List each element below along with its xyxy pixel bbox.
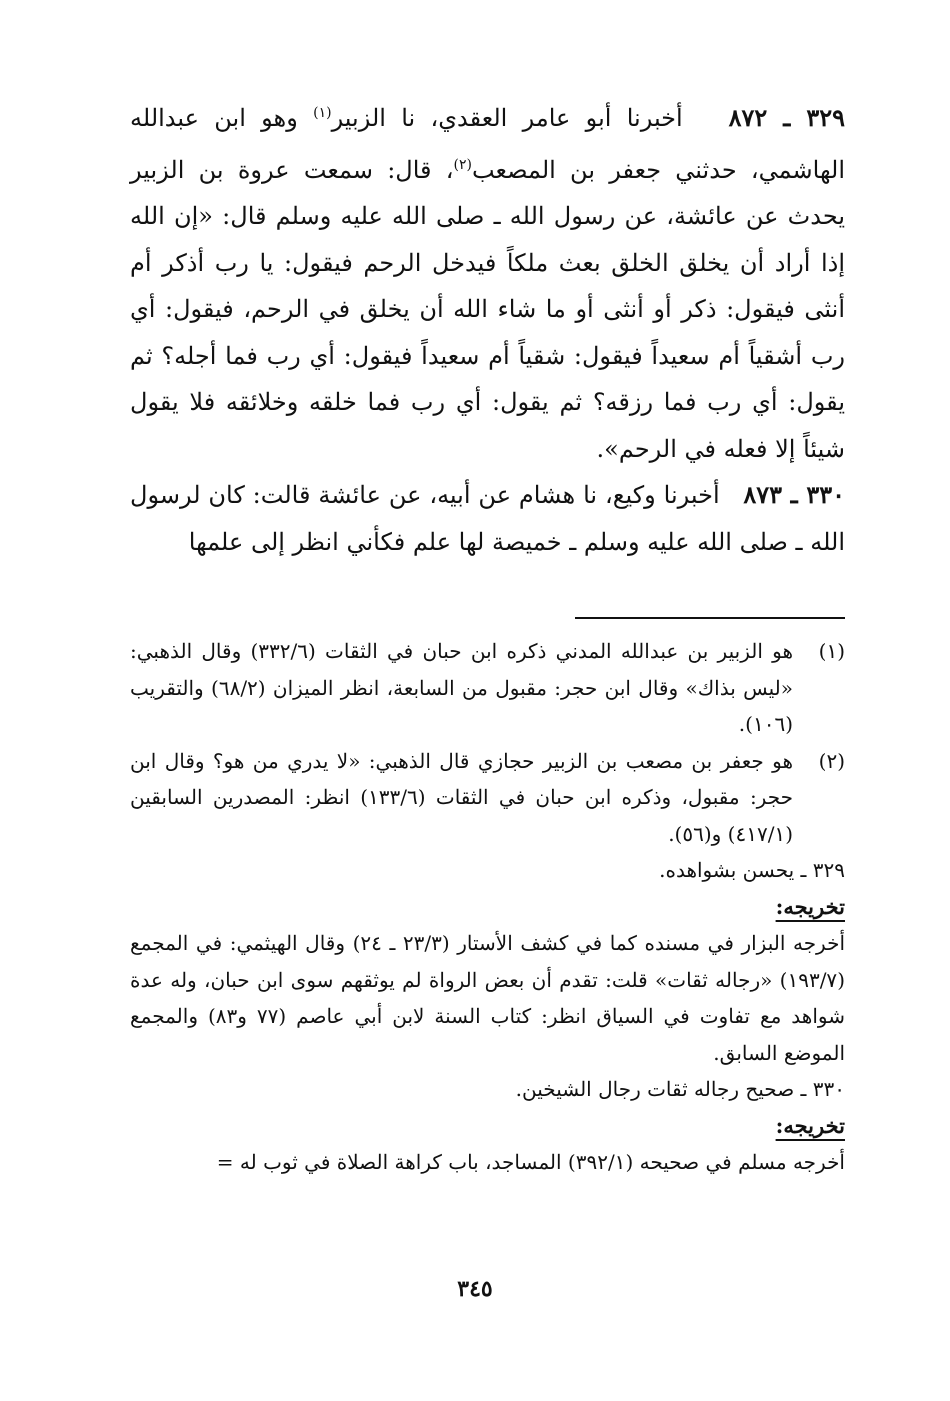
takhrij-330-text: أخرجه مسلم في صحيحه (٣٩٢/١) المساجد، باب كراهة الصلاة في ثوب له = bbox=[216, 1150, 845, 1174]
footnote-text: هو جعفر بن مصعب بن الزبير حجازي قال الذهبي: «لا يدري من هو؟ وقال ابن حجر: مقبول، وذكره ابن حبان في الثقات (١٣٣/٦) انظر: المصدرين السابقين (٤١٧/١) و(٥٦). bbox=[130, 748, 793, 846]
page-number: ٣٤٥ bbox=[457, 1276, 493, 1302]
hadith-text: وهو ابن عبدالله الهاشمي، حدثني جعفر بن المصعب bbox=[130, 104, 846, 184]
footnote-2 bbox=[130, 743, 845, 853]
hadith-number: ٣٢٩ ـ ٨٧٢ bbox=[728, 103, 846, 132]
footnote-ref-2[interactable]: (٢) bbox=[453, 156, 472, 173]
hadith-330 bbox=[130, 472, 845, 565]
footnote-1 bbox=[130, 633, 845, 743]
takhrij-329-text: أخرجه البزار في مسنده كما في كشف الأستار (٢٣/٣ ـ ٢٤) وقال الهيثمي: في المجمع (١٩٣/٧) «رجاله ثقات» قلت: تقدم أن بعض الرواة لم يوثقهم سوى ابن حبان، وله عدة شواهد مع تفاوت في السياق انظر: كتاب السنة لابن أبي عاصم (٧٧ و٨٣) والمجمع الموضع السابق. bbox=[130, 931, 846, 1065]
hadith-number: ٣٣٠ ـ ٨٧٣ bbox=[743, 480, 845, 509]
hadith-text: ، قال: سمعت عروة بن الزبير يحدث عن عائشة، عن رسول الله ـ صلى الله عليه وسلم قال: «إن الله إذا أراد أن يخلق الخلق بعث ملكاً فيدخل الرحم فيقول: يا رب أذكر أم أنثى فيقول: ذكر أو أنثى أو ما شاء الله أن يخلق في الرحم، فيقول: أي رب أشقياً أم سعيداً فيقول: شقياً أم سعيداً فيقول: أي رب فما أجله؟ ثم يقول: أي رب فما رزقه؟ ثم يقول: أي رب فما خلقه وخلائقه فلا يقول شيئاً إلا فعله في الرحم». bbox=[130, 155, 845, 463]
footnote-marker: (١) bbox=[818, 639, 845, 663]
takhrij-heading: تخريجه: bbox=[775, 893, 845, 919]
footnotes bbox=[130, 633, 845, 1181]
grade-329: ٣٢٩ ـ يحسن بشواهده. bbox=[659, 858, 845, 882]
footnote-marker: (٢) bbox=[818, 748, 845, 773]
page-content bbox=[130, 90, 845, 1181]
footnote-ref-1[interactable]: (١) bbox=[313, 105, 332, 121]
hadith-text: أخبرنا أبو عامر العقدي، نا الزبير bbox=[331, 104, 683, 132]
footnote-text: هو الزبير بن عبدالله المدني ذكره ابن حبان في الثقات (٣٣٢/٦) وقال الذهبي: «ليس بذاك» وقال ابن حجر: مقبول من السابعة، انظر الميزان (٦٨/٢) والتقريب (١٠٦). bbox=[130, 639, 794, 736]
takhrij-heading: تخريجه: bbox=[775, 1112, 845, 1138]
hadith-329 bbox=[130, 90, 845, 472]
main-text bbox=[130, 90, 845, 565]
grade-330: ٣٣٠ ـ صحيح رجاله ثقات رجال الشيخين. bbox=[515, 1077, 845, 1101]
hadith-text: أخبرنا وكيع، نا هشام عن أبيه، عن عائشة قالت: كان لرسول الله ـ صلى الله عليه وسلم ـ خميصة لها علم فكأني انظر إلى علمها bbox=[130, 481, 845, 556]
footnote-divider bbox=[575, 617, 845, 619]
